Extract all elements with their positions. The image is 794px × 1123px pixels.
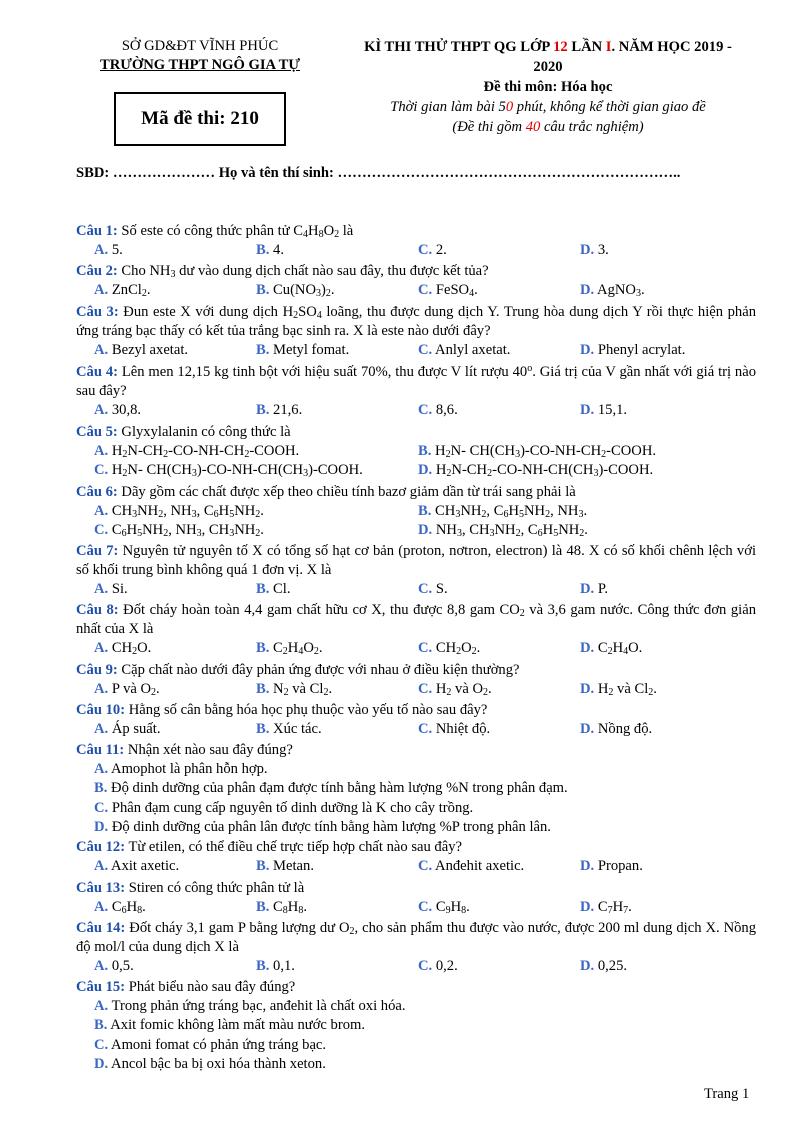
- school-name: TRƯỜNG THPT NGÔ GIA TỰ: [99, 57, 301, 73]
- question-13: Câu 13: Stiren có công thức phân tử là A. $C_6H_8$. B. $C_8H_8$. C. $C_9H_8$. D. $C_7H_7$.: [76, 880, 632, 917]
- question-1: Câu 1: Số este có công thức phân tử $C_4H_8O_2$ là A. 5. B. 4. C. 2. D. 3.: [76, 223, 609, 259]
- question-8: Câu 8: Đốt cháy hoàn toàn 4,4 gam chất hữu cơ X, thu được 8,8 gam $CO_2$ và 3,6 gam nước. Công thức đơn giản nhất của X là A. $CH_2O$. B. $C_2H_4O_2$. C. $CH_2O_2$. D. $C_2H_4O$.: [76, 602, 756, 658]
- question-11: Câu 11: Nhận xét nào sau đây đúng? A. Amophot là phân hỗn hợp. B. Độ dinh dưỡng của phân đạm được tính bằng hàm lượng %N trong phân đạm. C. Phân đạm cung cấp nguyên tố dinh dưỡng là K cho cây trồng. D. Độ dinh dưỡng của phân lân được tính bằng hàm lượng %P trong phân lân.: [76, 742, 568, 835]
- candidate-info-line: SBD: ………………… Họ và tên thí sinh: ……………………………………………………………..: [76, 165, 681, 181]
- question-5: Câu 5: Glyxylalanin có công thức là A. $H_2N-CH_2-CO-NH-CH_2$-COOH. B. $H_2N-$ $CH(CH_3)-CO-NH-CH_2$-COOH. C. $H_2N-$ $CH(CH_3)-CO-NH-CH(CH_3)$-COOH. D. $H_2N-CH_2-CO-NH-CH(CH_3)$-COOH.: [76, 424, 657, 480]
- exam-year-end: 2020: [533, 59, 563, 75]
- question-10: Câu 10: Hằng số cân bằng hóa học phụ thuộc vào yếu tố nào sau đây? A. Áp suất. B. Xúc tác. C. Nhiệt độ. D. Nồng độ.: [76, 702, 653, 738]
- department-name: SỞ GD&ĐT VĨNH PHÚC: [121, 38, 279, 54]
- exam-subject: Đề thi môn: Hóa học: [483, 79, 613, 95]
- question-2: Câu 2: Cho $NH_3$ dư vào dung dịch chất nào sau đây, thu được kết tủa? A. ZnCl$_2$. B. $Cu(NO_3)_2$. C. FeSO$_4$. D. AgNO$_3$.: [76, 263, 645, 300]
- question-3: Câu 3: Đun este X với dung dịch $H_2SO_4$ loãng, thu được dung dịch Y. Trung hòa dung dịch Y rồi thực hiện phản ứng tráng bạc thấy có kết tủa trắng bạc sinh ra. X là este nào dưới đây? A. Bezyl axetat. B. Metyl fomat. C. Anlyl axetat. D. Phenyl acrylat.: [76, 304, 756, 359]
- question-7: Câu 7: Nguyên tử nguyên tố X có tổng số hạt cơ bản (proton, nơtron, electron) là 48. X có số khối chênh lệch với số khối trung bình không quá 1 đơn vị. X là A. Si. B. Cl. C. S. D. P.: [76, 543, 756, 598]
- exam-code-box: Mã đề thi: 210: [114, 92, 286, 146]
- question-4: Câu 4: Lên men 12,15 kg tinh bột với hiệu suất 70%, thu được V lít rượu 40$^o$. Giá trị của V gần nhất với giá trị nào sau đây? A. 30,8. B. 21,6. C. 8,6. D. 15,1.: [76, 363, 756, 419]
- question-count: (Đề thi gồm 40 câu trắc nghiệm): [452, 119, 644, 135]
- question-15: Câu 15: Phát biểu nào sau đây đúng? A. Trong phản ứng tráng bạc, anđehit là chất oxi hóa. B. Axit fomic không làm mất màu nước brom. C. Amoni fomat có phản ứng tráng bạc. D. Ancol bậc ba bị oxi hóa thành xeton.: [76, 979, 406, 1072]
- header-left: [82, 37, 318, 75]
- header-right: [336, 37, 760, 137]
- question-6: Câu 6: Dãy gồm các chất được xếp theo chiều tính bazơ giảm dần từ trái sang phải là A. $CH_3NH_2$, $NH_3$, $C_6H_5NH_2$. B. $CH_3NH_2$, $C_6H_5NH_2$, $NH_3$. C. $C_6H_5NH_2$, $NH_3$, $CH_3NH_2$. D. $NH_3$, $CH_3NH_2$, $C_6H_5NH_2$.: [76, 484, 588, 540]
- question-9: Câu 9: Cặp chất nào dưới đây phản ứng được với nhau ở điều kiện thường? A. P và $O_2$. B. $N_2$ và $Cl_2$. C. $H_2$ và $O_2$. D. $H_2$ và $Cl_2$.: [76, 662, 657, 699]
- question-12: Câu 12: Từ etilen, có thể điều chế trực tiếp hợp chất nào sau đây? A. Axit axetic. B. Metan. C. Anđehit axetic. D. Propan.: [76, 839, 643, 875]
- exam-time: Thời gian làm bài 50 phút, không kể thời gian giao đề: [390, 99, 706, 115]
- question-14: Câu 14: Đốt cháy 3,1 gam P bằng lượng dư $O_2$, cho sản phẩm thu được vào nước, được 200 ml dung dịch X. Nồng độ mol/l của dung dịch X là A. 0,5. B. 0,1. C. 0,2. D. 0,25.: [76, 920, 756, 975]
- exam-title: KÌ THI THỬ THPT QG LỚP 12 LẦN I. NĂM HỌC 2019 -: [364, 39, 732, 55]
- page-number: Trang 1: [704, 1086, 750, 1102]
